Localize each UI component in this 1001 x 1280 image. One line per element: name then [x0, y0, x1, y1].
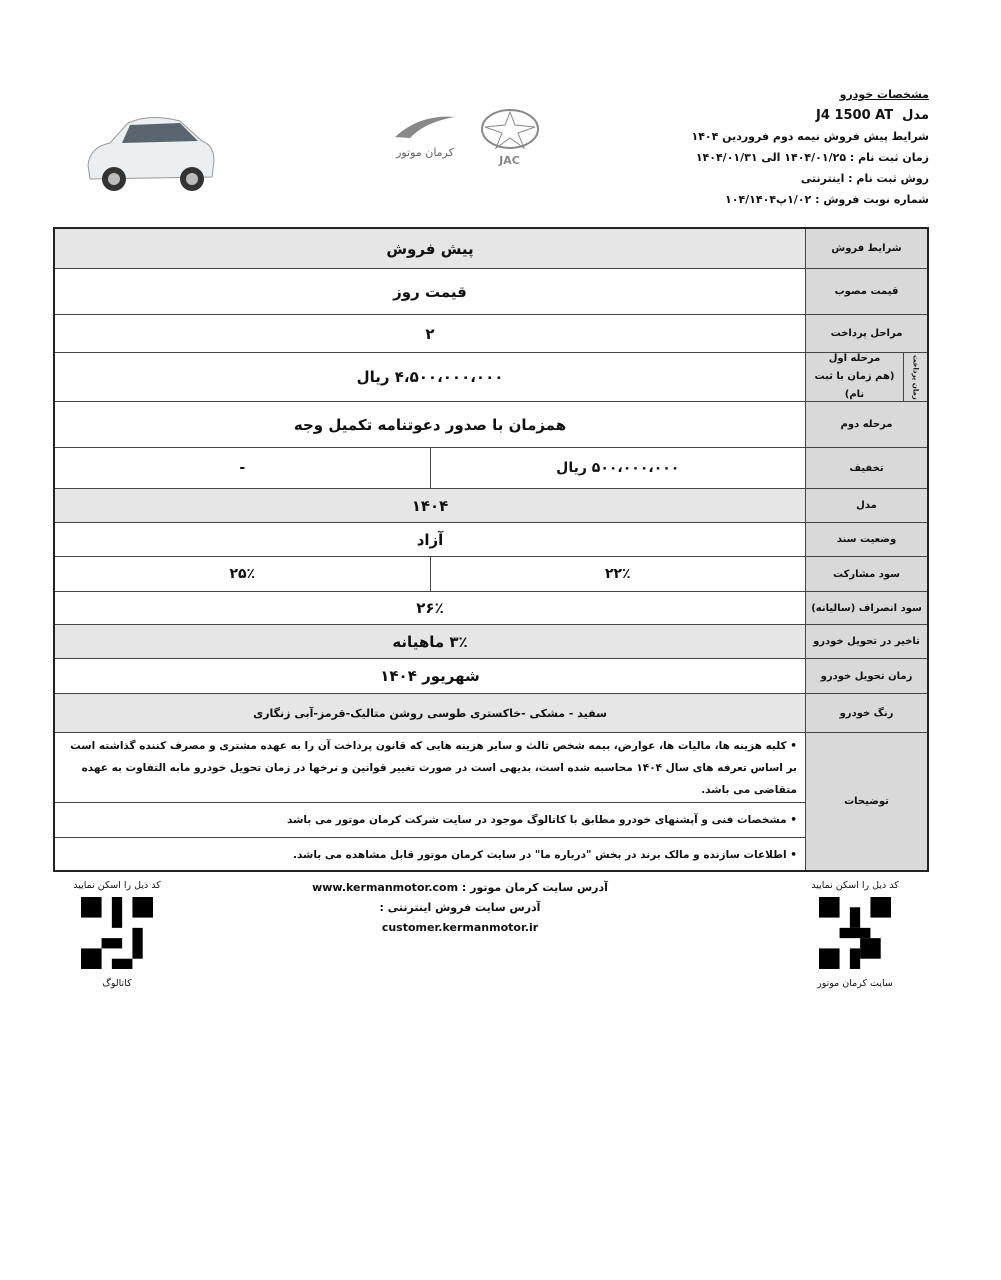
jac-logo-text: JAC: [499, 154, 520, 167]
row-first-stage: [55, 353, 927, 402]
row-delivery: [55, 659, 927, 694]
value: شهریور ۱۴۰۴: [380, 667, 480, 685]
kerman-logo-text: کرمان موتور: [396, 146, 454, 159]
value: ۲: [425, 324, 435, 343]
label: سود مشارکت: [805, 557, 927, 591]
scan-label: کد ذیل را اسکن نمایید: [811, 880, 899, 891]
row-cancel: [55, 592, 927, 625]
label: مرحله اول: [828, 353, 881, 364]
row-document: [55, 523, 927, 557]
qr-caption: سایت کرمان موتور: [817, 978, 893, 989]
header-title: مشخصات خودرو: [839, 88, 929, 101]
catalog-qr-block: [62, 880, 172, 989]
value-left: -: [239, 460, 246, 476]
label: تاخیر در تحویل خودرو: [805, 625, 927, 658]
row-stages: [55, 315, 927, 353]
note-item: • اطلاعات سازنده و مالک برند در بخش "درباره ما" در سایت کرمان موتور قابل مشاهده می باشد.: [292, 849, 797, 861]
value: ۴،۵۰۰،۰۰۰،۰۰۰ ریال: [356, 368, 504, 386]
kerman-motor-logo: [385, 112, 465, 159]
value: همزمان با صدور دعوتنامه تکمیل وجه: [293, 415, 567, 434]
row-notes: [55, 733, 927, 870]
sale-conditions-table: [53, 227, 929, 872]
note-item: • مشخصات فنی و آپشنهای خودرو مطابق با کاتالوگ موجود در سایت شرکت کرمان موتور می باشد: [55, 803, 805, 838]
label: قیمت مصوب: [805, 269, 927, 314]
row-delay: [55, 625, 927, 659]
qr-code-icon[interactable]: [819, 897, 891, 969]
registration-time: زمان ثبت نام : ۱۴۰۴/۰۱/۲۵ الی ۱۴۰۴/۰۱/۳۱: [695, 151, 929, 164]
value-right: ۵۰۰،۰۰۰،۰۰۰ ریال: [430, 448, 806, 488]
row-second-stage: [55, 402, 927, 448]
model-value: J4 1500 AT: [816, 108, 894, 123]
jac-logo: [472, 108, 547, 167]
row-profit: [55, 557, 927, 592]
registration-method: روش ثبت نام : اینترنتی: [800, 172, 929, 185]
payment-time-label: زمان پرداخت: [903, 353, 927, 401]
label: مرحله دوم: [805, 402, 927, 447]
vehicle-spec-header: [669, 84, 929, 210]
value: آزاد: [416, 530, 444, 549]
label: مراحل پرداخت: [805, 315, 927, 352]
value: پیش فروش: [55, 229, 805, 268]
sales-site-address[interactable]: آدرس سایت فروش اینترنتی : customer.kermanmotor.ir: [379, 901, 541, 934]
label: زمان تحویل خودرو: [805, 659, 927, 693]
value: ۲۶٪: [416, 599, 444, 617]
note-item: • کلیه هزینه ها، مالیات ها، عوارض، بیمه شخص ثالث و سایر هزینه هایی که قانون پرداخت آن را به عهده مشتری و مصرف کننده گذاشته است بر اساس تعرفه های سال ۱۴۰۴ محاسبه شده است، بدیهی است در صورت تغییر قوانین و نرخها در زمان تحویل خودرو مابه التفاوت به عهده متقاضی می باشد.: [55, 733, 805, 803]
qr-code-icon[interactable]: [81, 897, 153, 969]
label: سود انصراف (سالیانه): [805, 592, 927, 624]
value: قیمت روز: [393, 282, 467, 301]
label: مدل: [805, 489, 927, 522]
model-label: مدل: [902, 108, 929, 123]
model-line: [669, 105, 929, 126]
label: رنگ خودرو: [805, 694, 927, 732]
website-addresses: [300, 878, 620, 938]
row-model: [55, 489, 927, 523]
car-image: [80, 95, 220, 205]
label: تخفیف: [805, 448, 927, 488]
label: توضیحات: [805, 733, 927, 870]
row-sale-conditions: [55, 229, 927, 269]
scan-label: کد ذیل را اسکن نمایید: [73, 880, 161, 891]
sublabel: (هم زمان با ثبت نام): [814, 371, 895, 400]
row-color: [55, 694, 927, 733]
conditions: شرایط پیش فروش نیمه دوم فروردین ۱۴۰۴: [691, 130, 929, 143]
label: شرایط فروش: [805, 229, 927, 268]
value: ۳٪ ماهیانه: [55, 625, 805, 658]
label: وضعیت سند: [805, 523, 927, 556]
site-address[interactable]: آدرس سایت کرمان موتور : www.kermanmotor.com: [312, 881, 608, 894]
site-qr-block: [800, 880, 910, 989]
turn-number: شماره نوبت فروش : ۱/۰۲پ۱۰۴/۱۴۰۴: [725, 193, 929, 206]
value-right: ۲۲٪: [430, 557, 806, 591]
row-discount: [55, 448, 927, 489]
value: سفید - مشکی -خاکستری طوسی روشن متالیک-قرمز-آبی زنگاری: [55, 694, 805, 732]
qr-caption: کاتالوگ: [102, 978, 132, 989]
value-left: ۲۵٪: [229, 566, 256, 582]
value: ۱۴۰۴: [55, 489, 805, 522]
row-price: [55, 269, 927, 315]
